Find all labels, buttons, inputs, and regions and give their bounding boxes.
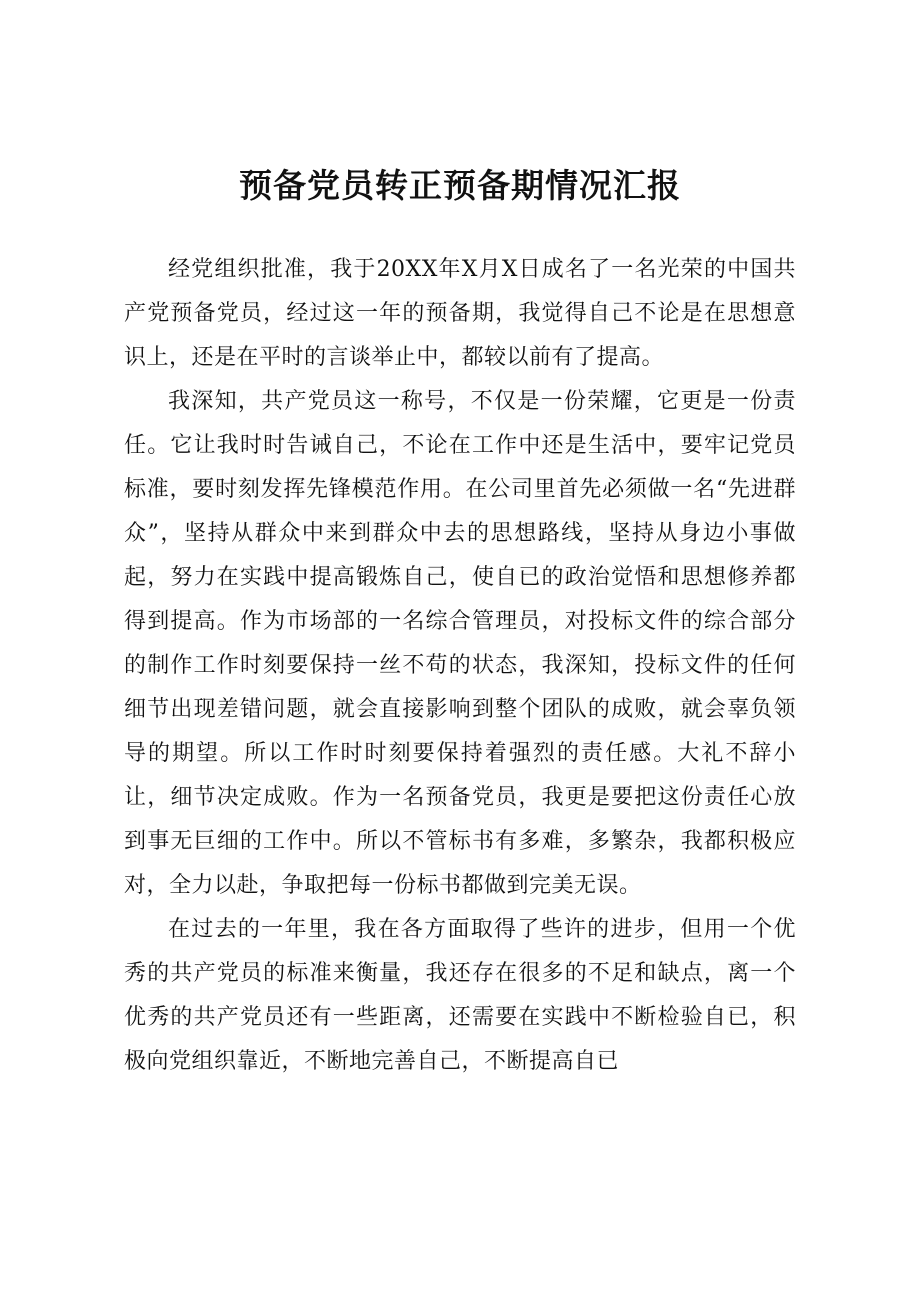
paragraph-1: 经党组织批准，我于20XX年X月X日成名了一名光荣的中国共产党预备党员，经过这一年的预备期，我觉得自己不论是在思想意识上，还是在平时的言谈举止中，都较以前有了提高。: [124, 257, 796, 370]
paragraph-3: 在过去的一年里，我在各方面取得了些许的进步，但用一个优秀的共产党员的标准来衡量，我还存在很多的不足和缺点，离一个优秀的共产党员还有一些距离，还需要在实践中不断检验自已，积极向党组织靠近，不断地完善自己，不断提高自已: [124, 917, 796, 1074]
paragraph-2: 我深知，共产党员这一称号，不仅是一份荣耀，它更是一份责任。它让我时时告诫自己，不论在工作中还是生活中，要牢记党员标准，要时刻发挥先锋模范作用。在公司里首先必须做一名“先进群众”，坚持从群众中来到群众中去的思想路线，坚持从身边小事做起，努力在实践中提高锻炼自己，使自已的政治觉悟和思想修养都得到提高。作为市场部的一名综合管理员，对投标文件的综合部分的制作工作时刻要保持一丝不苟的状态，我深知，投标文件的任何细节出现差错问题，就会直接影响到整个团队的成败，就会辜负领导的期望。所以工作时时刻要保持着强烈的责任感。大礼不辞小让，细节决定成败。作为一名预备党员，我更是要把这份责任心放到事无巨细的工作中。所以不管标书有多难，多繁杂，我都积极应对，全力以赴，争取把每一份标书都做到完美无误。: [124, 389, 796, 898]
document-title: 预备党员转正预备期情况汇报: [239, 166, 681, 205]
document-body: [124, 248, 796, 1084]
